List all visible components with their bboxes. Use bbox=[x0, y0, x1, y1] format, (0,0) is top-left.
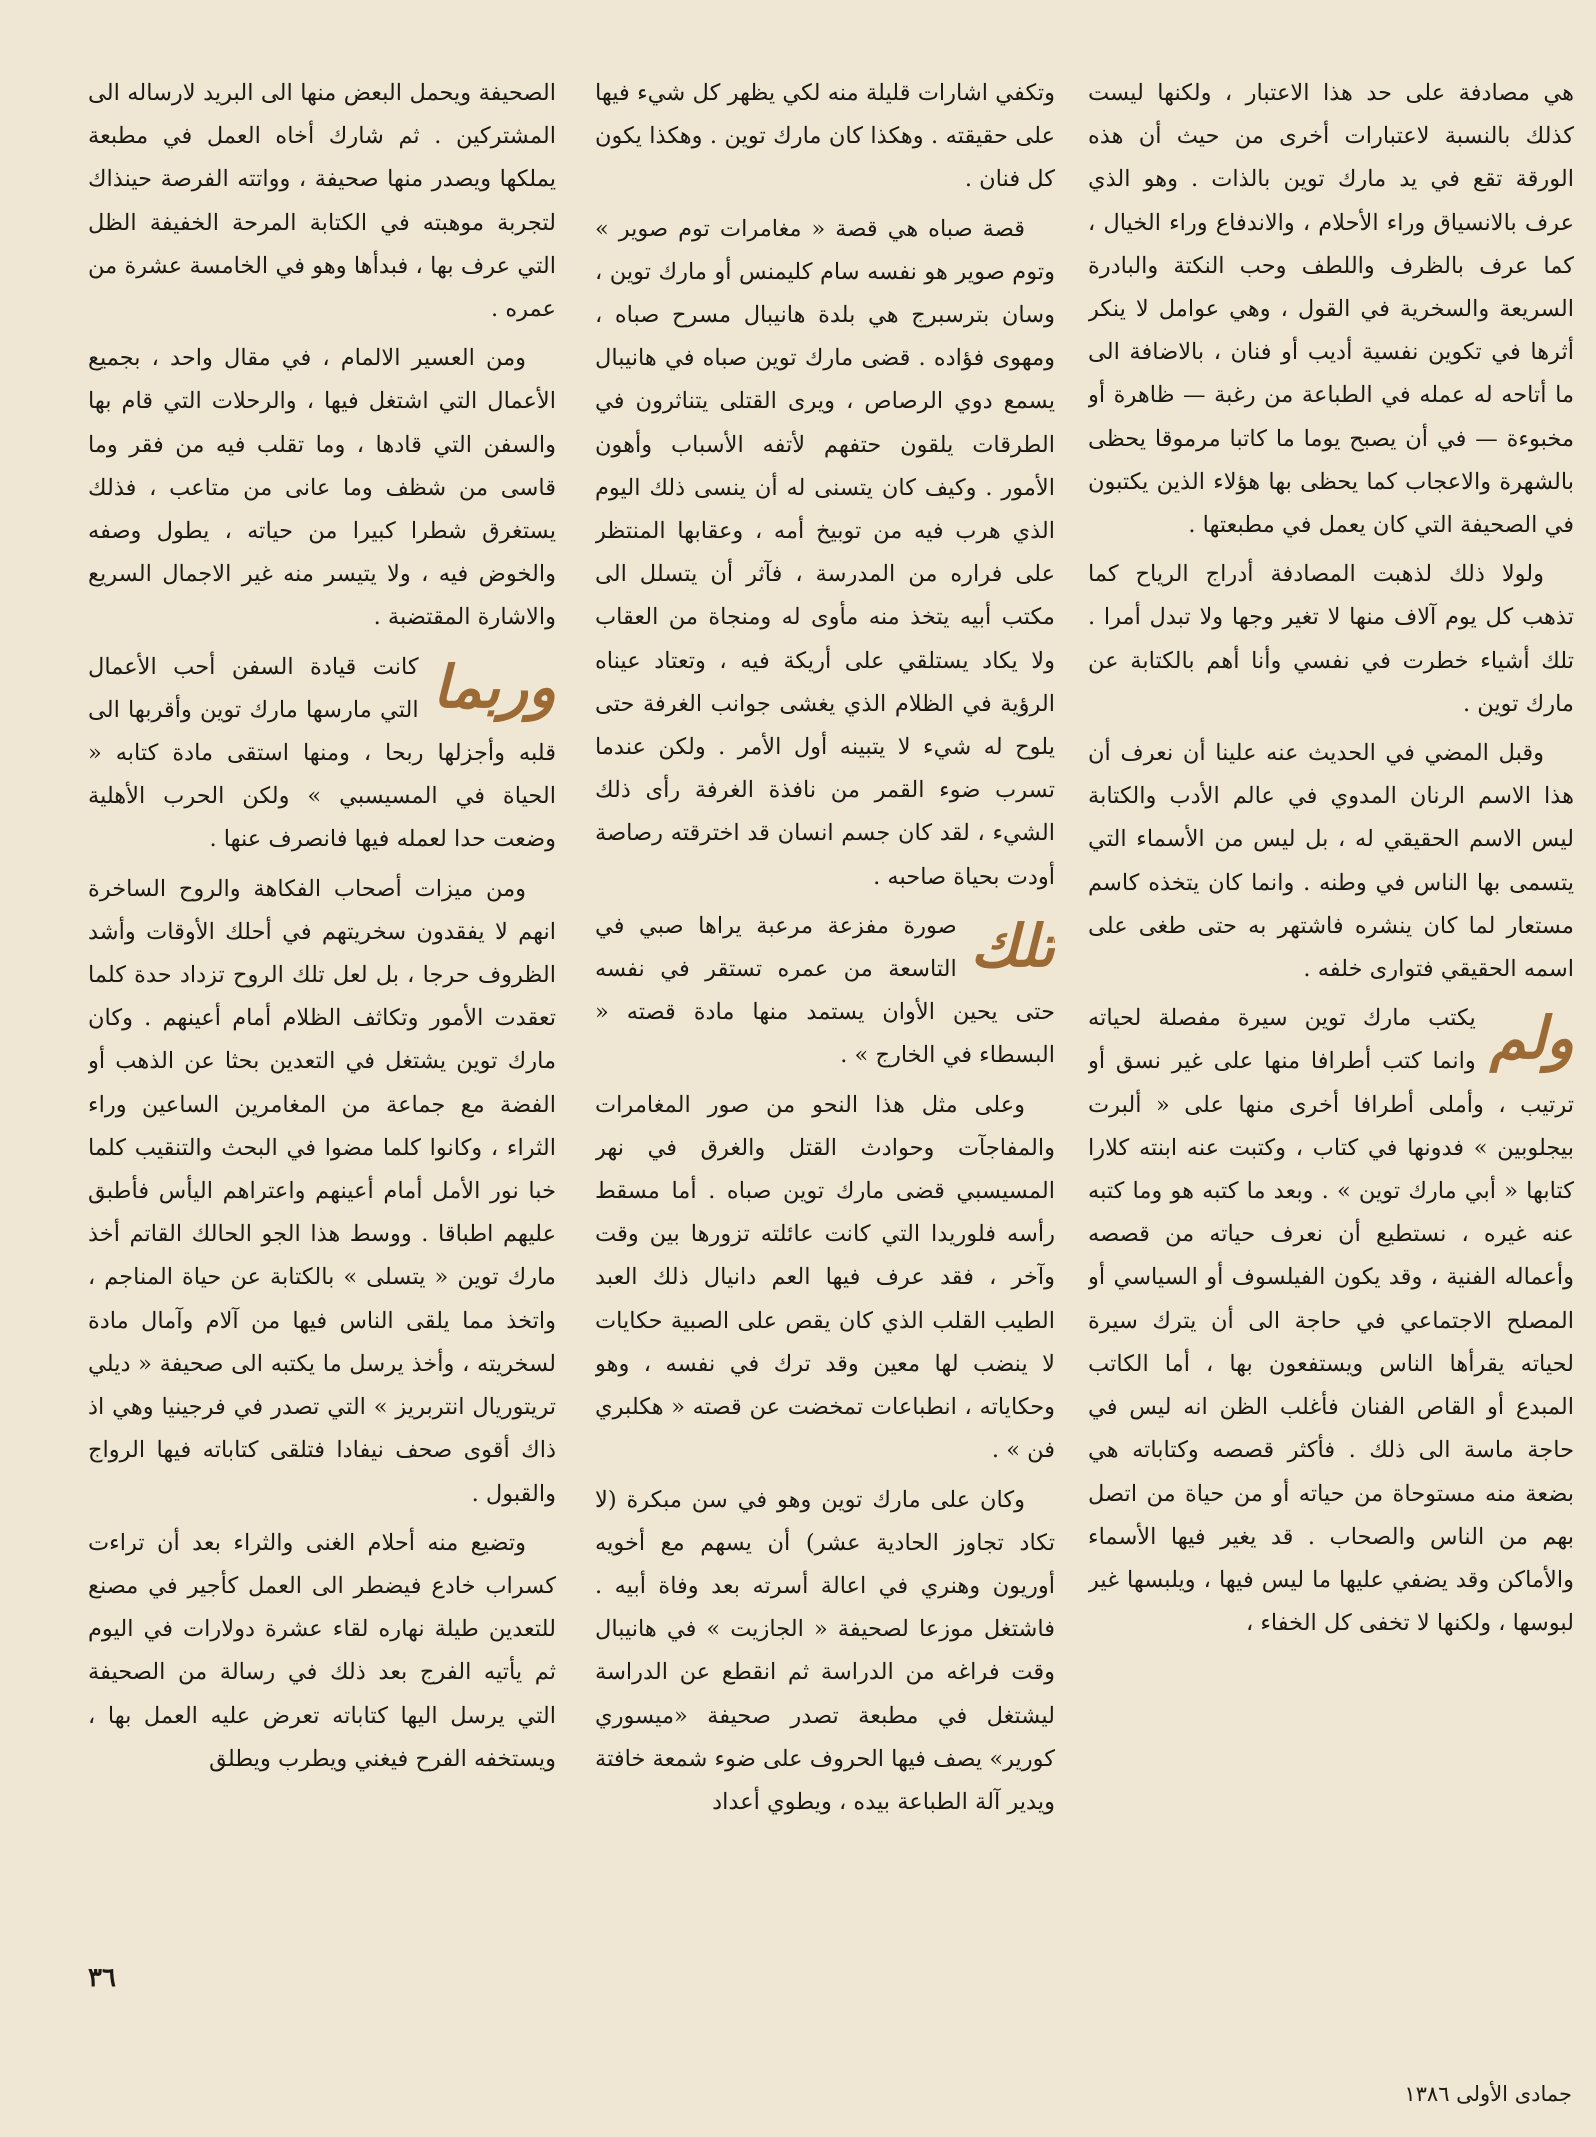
paragraph-with-dropcap bbox=[1088, 997, 1574, 1645]
paragraph: وقبل المضي في الحديث عنه علينا أن نعرف أن هذا الاسم الرنان المدوي في عالم الأدب والكتابة ليس الاسم الحقيقي له ، بل ليس من الأسماء التي يتسمى بها الناس في وطنه . وانما كان يتخذه كاسم مستعار لما كان ينشره فاشتهر به حتى طغى على اسمه الحقيقي فتوارى خلفه . bbox=[1088, 740, 1574, 983]
decorative-dropcap: وربما bbox=[432, 652, 556, 721]
paragraph: كانت قيادة السفن أحب الأعمال التي مارسها مارك توين وأقربها الى قلبه وأجزلها ربحا ، ومنها استقى مادة كتابه « الحياة في المسيسبي » ولكن الحرب الأهلية وضعت حدا لعمله فيها فانصرف عنها . bbox=[88, 653, 556, 853]
article-column-left bbox=[88, 72, 556, 2002]
paragraph-with-dropcap bbox=[88, 646, 556, 862]
paragraph: ولولا ذلك لذهبت المصادفة أدراج الرياح كما تذهب كل يوم آلاف منها لا تغير وجها ولا تبدل أمرا . تلك أشياء خطرت في نفسي وأنا أهم بالكتابة عن مارك توين . bbox=[1088, 561, 1574, 717]
decorative-dropcap: تلك bbox=[970, 911, 1055, 980]
article-column-right bbox=[1088, 72, 1574, 1792]
paragraph: وتضيع منه أحلام الغنى والثراء بعد أن تراءت كسراب خادع فيضطر الى العمل كأجير في مصنع للتعدين طيلة نهاره لقاء عشرة دولارات في اليوم ثم يأتيه الفرج بعد ذلك في رسالة من الصحيفة التي يرسل اليها كتاباته تعرض عليه العمل بها ، ويستخفه الفرح فيغني ويطرب ويطلق bbox=[88, 1529, 556, 1772]
paragraph: وكان على مارك توين وهو في سن مبكرة (لا تكاد تجاوز الحادية عشر) أن يسهم مع أخويه أوريون وهنري في اعالة أسرته بعد وفاة أبيه . فاشتغل موزعا لصحيفة « الجازيت » في هانيبال وقت فراغه من الدراسة ثم انقطع عن الدراسة ليشتغل في مطبعة تصدر صحيفة «ميسوري كورير» يصف فيها الحروف على ضوء شمعة خافتة ويدير آلة الطباعة بيده ، ويطوي أعداد bbox=[595, 1486, 1055, 1815]
issue-date: جمادى الأولى ١٣٨٦ bbox=[1404, 2082, 1572, 2106]
decorative-dropcap: ولم bbox=[1489, 1004, 1574, 1073]
paragraph: وتكفي اشارات قليلة منه لكي يظهر كل شيء فيها على حقيقته . وهكذا كان مارك توين . وهكذا يكون كل فنان . bbox=[595, 80, 1055, 193]
paragraph: ومن العسير الالمام ، في مقال واحد ، بجميع الأعمال التي اشتغل فيها ، والرحلات التي قام بها والسفن التي قادها ، وما تقلب فيه من فقر وما قاسى من شظف وما عانى من متاعب ، فذلك يستغرق شطرا كبيرا من حياته ، يطول وصفه والخوض فيه ، ولا يتيسر منه غير الاجمال السريع والاشارة المقتضبة . bbox=[88, 345, 556, 631]
paragraph: ومن ميزات أصحاب الفكاهة والروح الساخرة انهم لا يفقدون سخريتهم في أحلك الأوقات وأشد الظروف حرجا ، بل لعل تلك الروح تزداد حدة كلما تعقدت الأمور وتكاثف الظلام أمام أعينهم . وكان مارك توين يشتغل في التعدين بحثا عن الذهب أو الفضة مع جماعة من المغامرين الساعين وراء الثراء ، وكانوا كلما مضوا في البحث والتنقيب كلما خبا نور الأمل أمام أعينهم واعتراهم اليأس فأطبق عليهم اطباقا . ووسط هذا الجو الحالك القاتم أخذ مارك توين « يتسلى » بالكتابة عن حياة المناجم ، واتخذ مما يلقى الناس فيها من آلام وآمال مادة لسخريته ، وأخذ يرسل ما يكتبه الى صحيفة « ديلي تريتوريال انتربريز » التي تصدر في فرجينيا وهي اذ ذاك أقوى صحف نيفادا فتلقى كتاباته فيها الرواج والقبول . bbox=[88, 875, 556, 1507]
paragraph: قصة صباه هي قصة « مغامرات توم صوير » وتوم صوير هو نفسه سام كليمنس أو مارك توين ، وسان بترسبرج هي بلدة هانيبال مسرح صباه ، ومهوى فؤاده . قضى مارك توين صباه في هانيبال يسمع دوي الرصاص ، ويرى القتلى يتناثرون في الطرقات يلقون حتفهم لأتفه الأسباب وأهون الأمور . وكيف كان يتسنى له أن ينسى ذلك اليوم الذي هرب فيه من توبيخ أمه ، وعقابها المنتظر على فراره من المدرسة ، فآثر أن يتسلل الى مكتب أبيه يتخذ منه مأوى له ومنجاة من العقاب ولا يكاد يستلقي على أريكة فيه ، وتعتاد عيناه الرؤية في الظلام الذي يغشى جوانب الغرفة حتى يلوح له شيء لا يتبينه أول الأمر . ولكن عندما تسرب ضوء القمر من نافذة الغرفة رأى ذلك الشيء ، لقد كان جسم انسان قد اخترقته رصاصة أودت بحياة صاحبه . bbox=[595, 215, 1055, 890]
paragraph: يكتب مارك توين سيرة مفصلة لحياته وانما كتب أطرافا منها على غير نسق أو ترتيب ، وأملى أطرافا أخرى منها على « ألبرت بيجلوبين » فدونها في كتاب ، وكتبت عنه ابنته كلارا كتابها « أبي مارك توين » . وبعد ما كتبه هو وما كتبه عنه غيره ، نستطيع أن نعرف حياته من قصصه وأعماله الفنية ، وقد يكون الفيلسوف أو السياسي أو المصلح الاجتماعي في حاجة الى أن يترك سيرة لحياته يقرأها الناس ويستفعون بها ، أما الكاتب المبدع أو القاص الفنان فأغلب الظن انه ليس في حاجة ماسة الى ذلك . فأكثر قصصه وكتاباته هي بضعة منه مستوحاة من حياته أو من حياة من اتصل بهم من الناس والصحاب . قد يغير فيها الأسماء والأماكن وقد يضفي عليها ما ليس فيها ، ويلبسها غير لبوسها ، ولكنها لا تخفى كل الخفاء ، bbox=[1088, 1005, 1574, 1637]
paragraph: صورة مفزعة مرعبة يراها صبي في التاسعة من عمره تستقر في نفسه حتى يحين الأوان يستمد منها مادة قصته « البسطاء في الخارج » . bbox=[595, 912, 1055, 1069]
paragraph: وعلى مثل هذا النحو من صور المغامرات والمفاجآت وحوادث القتل والغرق في نهر المسيسبي قضى مارك توين صباه . أما مسقط رأسه فلوريدا التي كانت عائلته تزورها بين وقت وآخر ، فقد عرف فيها العم دانيال ذلك العبد الطيب القلب الذي كان يقص على الصبية حكايات لا ينضب لها معين وقد ترك في نفسه ، وهو وحكاياته ، انطباعات تمخضت عن قصته « هكلبري فن » . bbox=[595, 1091, 1055, 1464]
page-number: ٣٦ bbox=[88, 1963, 116, 1993]
paragraph: هي مصادفة على حد هذا الاعتبار ، ولكنها ليست كذلك بالنسبة لاعتبارات أخرى من حيث أن هذه الورقة تقع في يد مارك توين بالذات . وهو الذي عرف بالانسياق وراء الأحلام ، والاندفاع وراء الخيال ، كما عرف بالظرف واللطف وحب النكتة والبادرة السريعة والسخرية في القول ، وهي عوامل لا ينكر أثرها في تكوين نفسية أديب أو فنان ، بالاضافة الى ما أتاحه له عمله في الطباعة من رغبة — ظاهرة أو مخبوءة — في أن يصبح يوما ما كاتبا مرموقا يحظى بالشهرة والاعجاب كما يحظى بها هؤلاء الذين يكتبون في الصحيفة التي كان يعمل في مطبعتها . bbox=[1088, 80, 1574, 539]
paragraph: الصحيفة ويحمل البعض منها الى البريد لارساله الى المشتركين . ثم شارك أخاه العمل في مطبعة يملكها ويصدر منها صحيفة ، وواتته الفرصة حينذاك لتجربة موهبته في الكتابة المرحة الخفيفة الظل التي عرف بها ، فبدأها وهو في الخامسة عشرة من عمره . bbox=[88, 80, 556, 323]
article-column-middle bbox=[595, 72, 1055, 2002]
paragraph-with-dropcap bbox=[595, 905, 1055, 1078]
